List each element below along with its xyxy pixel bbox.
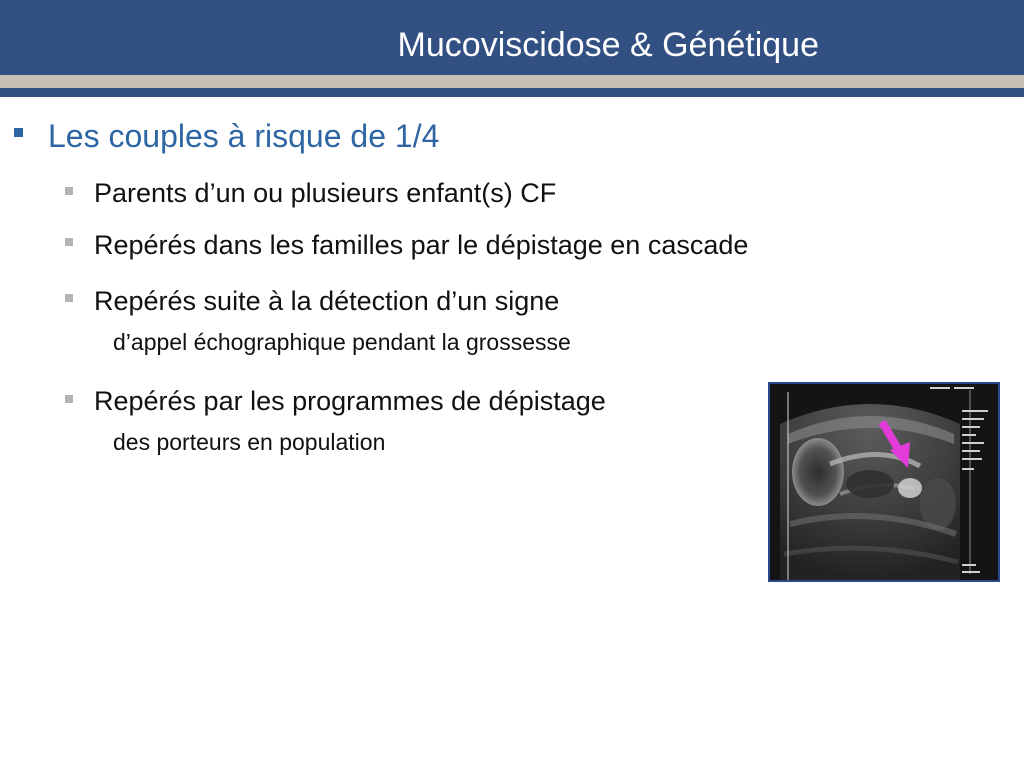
header-bar [0, 0, 1024, 75]
list-item: Repérés suite à la détection d’un signe [94, 286, 560, 316]
header-divider-blue [0, 88, 1024, 97]
square-bullet-icon [65, 187, 73, 195]
list-item: Parents d’un ou plusieurs enfant(s) CF [94, 178, 557, 208]
list-item-continuation: des porteurs en population [113, 429, 386, 455]
square-bullet-icon [65, 395, 73, 403]
ultrasound-graphic [770, 384, 998, 580]
main-heading: Les couples à risque de 1/4 [48, 118, 440, 154]
slide-title: Mucoviscidose & Génétique [397, 26, 819, 64]
header-divider-tan [0, 75, 1024, 88]
square-bullet-icon [14, 128, 23, 137]
list-item: Repérés dans les familles par le dépistage en cascade [94, 230, 749, 260]
square-bullet-icon [65, 294, 73, 302]
list-item: Repérés par les programmes de dépistage [94, 386, 606, 416]
ultrasound-image [768, 382, 1000, 582]
square-bullet-icon [65, 238, 73, 246]
list-item-continuation: d’appel échographique pendant la grossesse [113, 329, 571, 355]
